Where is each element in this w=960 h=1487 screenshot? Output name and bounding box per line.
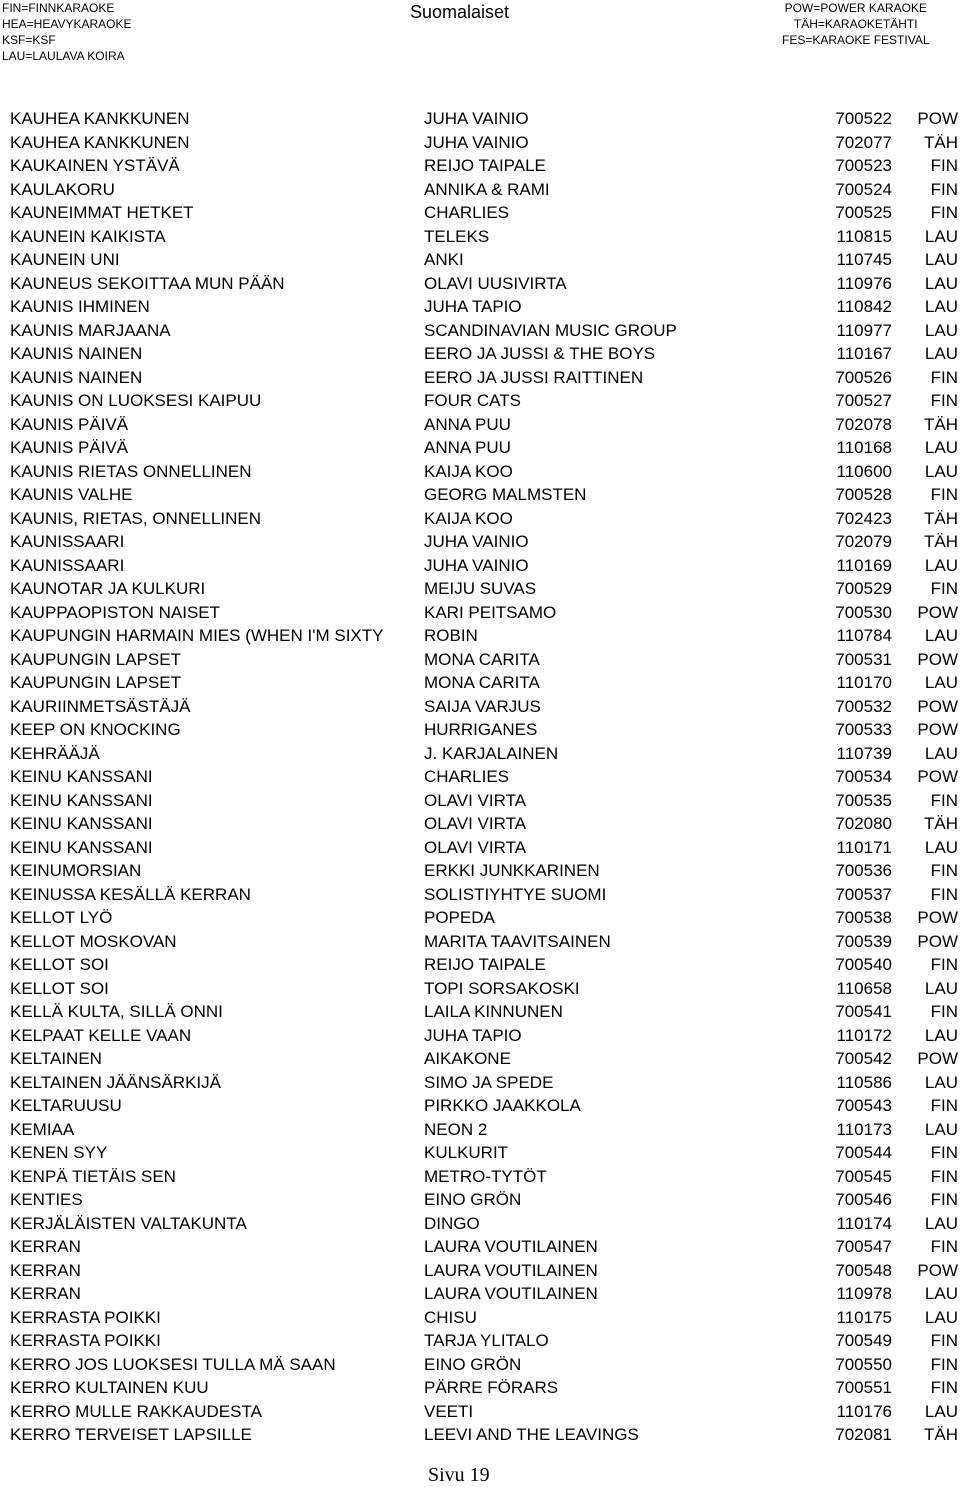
song-title: KAUNISSAARI [10,555,125,575]
song-artist: ANNA PUU [424,414,511,434]
song-artist: KULKURIT [424,1143,509,1162]
song-row [0,1165,960,1189]
song-row [0,107,960,131]
song-title: KAUHEA KANKKUNEN [10,132,190,152]
song-artist: KAIJA KOO [424,461,513,481]
song-code: 110169 [836,555,892,575]
song-code: 702423 [835,508,892,528]
song-code: 110784 [836,626,892,645]
song-artist: GEORG MALMSTEN [424,485,587,504]
song-artist: TELEKS [424,226,490,246]
song-type: LAU [924,344,958,363]
song-code: 700535 [835,790,892,810]
song-type: TÄH [924,1425,958,1444]
song-code: 110167 [836,344,892,363]
song-title: KAUNIS VALHE [10,485,133,504]
song-row [0,389,960,413]
song-code: 700527 [835,391,892,410]
song-artist: CHARLIES [424,203,510,222]
song-code: 700540 [835,955,892,974]
song-type: FIN [930,485,958,504]
song-title: KERJÄLÄISTEN VALTAKUNTA [10,1213,247,1233]
song-artist: LAILA KINNUNEN [424,1002,563,1021]
song-code: 702078 [835,414,892,434]
song-type: LAU [924,1307,958,1327]
song-title: KEINUSSA KESÄLLÄ KERRAN [10,884,251,904]
song-artist: JUHA TAPIO [424,1025,522,1045]
song-row [0,718,960,742]
song-code: 110658 [836,978,892,998]
song-code: 110173 [836,1119,892,1139]
song-artist: AIKAKONE [424,1049,511,1068]
song-row [0,248,960,272]
song-type: LAU [924,438,958,457]
song-type: POW [917,908,958,927]
song-row [0,1282,960,1306]
song-type: FIN [930,156,958,175]
song-row [0,530,960,554]
song-row [0,742,960,766]
song-title: KAUPUNGIN HARMAIN MIES (WHEN I'M SIXTY [10,626,384,645]
song-title: KAUNEIMMAT HETKET [10,203,194,222]
song-code: 110977 [836,320,892,340]
song-code: 700531 [835,649,892,669]
song-row [0,1235,960,1259]
song-type: POW [917,109,958,128]
song-code: 700541 [835,1002,892,1021]
song-row [0,953,960,977]
song-title: KAUPUNGIN LAPSET [10,649,181,669]
song-title: KAULAKORU [10,179,115,199]
song-code: 110172 [836,1025,892,1045]
song-artist: KARI PEITSAMO [424,602,557,622]
song-list [0,107,960,1447]
song-code: 700522 [835,109,892,128]
song-title: KEMIAA [10,1119,75,1139]
song-type: LAU [924,250,958,269]
song-row [0,1000,960,1024]
song-type: FIN [930,1237,958,1256]
song-artist: OLAVI VIRTA [424,790,527,810]
song-code: 700550 [835,1354,892,1374]
song-code: 702081 [835,1425,892,1444]
song-artist: METRO-TYTÖT [424,1166,547,1186]
song-type: LAU [924,673,958,692]
song-type: LAU [924,226,958,246]
song-artist: CHARLIES [424,767,510,786]
song-title: KERRO TERVEISET LAPSILLE [10,1425,252,1444]
song-type: LAU [924,978,958,998]
song-row [0,460,960,484]
song-code: 110168 [836,438,892,457]
song-row [0,930,960,954]
song-row [0,977,960,1001]
song-artist: ERKKI JUNKKARINEN [424,861,600,880]
song-artist: TARJA YLITALO [424,1331,549,1350]
song-code: 700528 [835,485,892,504]
song-artist: NEON 2 [424,1119,488,1139]
song-title: KEINUMORSIAN [10,861,142,880]
song-type: FIN [930,861,958,880]
song-row [0,366,960,390]
song-type: LAU [924,1119,958,1139]
song-artist: ROBIN [424,626,478,645]
song-title: KELLOT MOSKOVAN [10,931,177,951]
song-code: 700545 [835,1166,892,1186]
song-title: KERRASTA POIKKI [10,1307,161,1327]
song-row [0,1376,960,1400]
song-title: KAUNIS NAINEN [10,367,143,387]
song-type: FIN [930,1166,958,1186]
song-row [0,413,960,437]
song-code: 700539 [835,931,892,951]
legend-item: HEA=HEAVYKARAOKE [2,17,132,31]
song-type: FIN [930,790,958,810]
song-title: KERRAN [10,1284,81,1303]
song-title: KEINU KANSSANI [10,814,153,833]
legend-right [782,0,930,48]
song-type: LAU [924,1213,958,1233]
song-artist: EERO JA JUSSI & THE BOYS [424,344,656,363]
song-type: LAU [924,297,958,316]
song-artist: EINO GRÖN [424,1354,522,1374]
song-title: KAUNIS RIETAS ONNELLINEN [10,461,252,481]
song-title: KERRAN [10,1237,81,1256]
song-type: POW [917,696,958,716]
song-type: FIN [930,367,958,387]
song-code: 110176 [836,1401,892,1421]
song-title: KERRAN [10,1260,81,1280]
song-artist: MONA CARITA [424,673,540,692]
song-code: 700548 [835,1260,892,1280]
song-code: 700534 [835,767,892,786]
song-code: 700547 [835,1237,892,1256]
song-type: LAU [924,743,958,763]
song-artist: J. KARJALAINEN [424,743,559,763]
legend-item: KSF=KSF [2,33,56,47]
song-title: KELLÄ KULTA, SILLÄ ONNI [10,1002,223,1021]
page-number: Sivu 19 [428,1464,490,1486]
song-type: POW [917,931,958,951]
song-type: POW [917,649,958,669]
song-code: 110170 [836,673,892,692]
song-title: KENPÄ TIETÄIS SEN [10,1166,176,1186]
song-code: 700546 [835,1190,892,1209]
song-row [0,1071,960,1095]
song-row [0,1306,960,1330]
song-title: KAUNISSAARI [10,532,125,551]
song-type: FIN [930,1002,958,1021]
song-artist: SAIJA VARJUS [424,696,541,716]
song-type: FIN [930,1143,958,1162]
song-type: POW [917,602,958,622]
song-artist: EERO JA JUSSI RAITTINEN [424,367,644,387]
song-code: 702080 [835,814,892,833]
song-type: FIN [930,203,958,222]
song-row [0,789,960,813]
page-title: Suomalaiset [410,2,510,22]
song-title: KAUNEIN UNI [10,250,120,269]
song-row [0,1329,960,1353]
song-artist: CHISU [424,1307,477,1327]
song-row [0,765,960,789]
song-code: 700538 [835,908,892,927]
song-artist: FOUR CATS [424,391,521,410]
song-artist: MEIJU SUVAS [424,579,537,598]
song-code: 700551 [835,1378,892,1397]
song-row [0,1212,960,1236]
song-code: 110600 [836,461,892,481]
song-code: 700526 [835,367,892,387]
song-type: FIN [930,1378,958,1397]
song-code: 110978 [836,1284,892,1303]
song-type: POW [917,767,958,786]
song-title: KELLOT SOI [10,955,109,974]
song-type: LAU [924,1401,958,1421]
song-artist: SOLISTIYHTYE SUOMI [424,884,607,904]
song-artist: JUHA VAINIO [424,132,529,152]
legend-item: FIN=FINNKARAOKE [2,1,115,15]
song-row [0,906,960,930]
song-code: 110815 [836,226,892,246]
song-code: 700536 [835,861,892,880]
song-type: TÄH [924,532,958,551]
song-row [0,342,960,366]
page-header [0,0,960,62]
song-artist: SIMO JA SPEDE [424,1072,554,1092]
song-row [0,1353,960,1377]
song-title: KEEP ON KNOCKING [10,720,181,739]
song-code: 702079 [835,532,892,551]
song-row [0,319,960,343]
song-code: 700523 [835,156,892,175]
song-code: 110739 [836,743,892,763]
song-type: LAU [924,837,958,857]
song-title: KAUNEUS SEKOITTAA MUN PÄÄN [10,273,285,293]
song-title: KAUNOTAR JA KULKURI [10,579,206,598]
song-title: KERRO JOS LUOKSESI TULLA MÄ SAAN [10,1354,336,1374]
song-type: LAU [924,1072,958,1092]
song-title: KEHRÄÄJÄ [10,743,100,763]
song-code: 110976 [836,273,892,293]
song-code: 110842 [836,297,892,316]
song-type: FIN [930,1331,958,1350]
song-title: KAUHEA KANKKUNEN [10,109,190,128]
song-artist: PIRKKO JAAKKOLA [424,1096,581,1115]
song-type: TÄH [924,508,958,528]
song-artist: LEEVI AND THE LEAVINGS [424,1425,639,1444]
song-type: FIN [930,179,958,199]
song-artist: JUHA VAINIO [424,555,529,575]
song-code: 110175 [836,1307,892,1327]
song-row [0,1423,960,1447]
song-row [0,154,960,178]
song-type: TÄH [924,814,958,833]
song-artist: OLAVI VIRTA [424,814,527,833]
song-title: KAUPUNGIN LAPSET [10,673,181,692]
song-row [0,1188,960,1212]
song-code: 110171 [836,837,892,857]
song-title: KAUPPAOPISTON NAISET [10,602,221,622]
song-artist: REIJO TAIPALE [424,955,546,974]
song-row [0,695,960,719]
song-row [0,836,960,860]
song-title: KAUNIS ON LUOKSESI KAIPUU [10,391,262,410]
song-artist: ANNA PUU [424,438,511,457]
song-title: KELTAINEN [10,1049,102,1068]
song-type: LAU [924,626,958,645]
song-row [0,436,960,460]
song-row [0,1400,960,1424]
song-code: 700525 [835,203,892,222]
song-title: KAUKAINEN YSTÄVÄ [10,156,180,175]
legend-item: FES=KARAOKE FESTIVAL [782,33,930,47]
song-type: POW [917,1260,958,1280]
song-code: 110586 [836,1072,892,1092]
song-type: LAU [924,1284,958,1303]
song-type: TÄH [924,414,958,434]
song-code: 700532 [835,696,892,716]
song-row [0,1118,960,1142]
legend-left [2,0,132,64]
song-title: KAUNIS IHMINEN [10,297,150,316]
song-type: FIN [930,884,958,904]
song-row [0,554,960,578]
song-artist: OLAVI UUSIVIRTA [424,273,567,293]
song-title: KELTARUUSU [10,1096,122,1115]
song-title: KERRASTA POIKKI [10,1331,161,1350]
song-artist: EINO GRÖN [424,1190,522,1209]
song-artist: POPEDA [424,908,495,927]
song-code: 700543 [835,1096,892,1115]
song-artist: VEETI [424,1401,474,1421]
song-artist: JUHA TAPIO [424,297,522,316]
song-artist: HURRIGANES [424,720,538,739]
song-artist: MARITA TAAVITSAINEN [424,931,611,951]
song-title: KAUNIS PÄIVÄ [10,414,129,434]
song-title: KERRO MULLE RAKKAUDESTA [10,1401,262,1421]
song-row [0,201,960,225]
song-type: LAU [924,1025,958,1045]
song-type: FIN [930,579,958,598]
song-title: KELTAINEN JÄÄNSÄRKIJÄ [10,1072,221,1092]
song-artist: SCANDINAVIAN MUSIC GROUP [424,320,677,340]
legend-item: LAU=LAULAVA KOIRA [2,49,125,63]
song-row [0,812,960,836]
song-title: KELLOT LYÖ [10,908,113,927]
song-type: FIN [930,1354,958,1374]
song-type: LAU [924,461,958,481]
song-code: 700537 [835,884,892,904]
song-type: FIN [930,1096,958,1115]
song-artist: DINGO [424,1213,480,1233]
song-row [0,601,960,625]
song-row [0,225,960,249]
song-row [0,272,960,296]
song-artist: PÄRRE FÖRARS [424,1378,559,1397]
song-code: 702077 [835,132,892,152]
song-code: 700549 [835,1331,892,1350]
song-title: KAUNEIN KAIKISTA [10,226,166,246]
song-row [0,178,960,202]
song-code: 700544 [835,1143,892,1162]
song-row [0,577,960,601]
song-row [0,883,960,907]
song-title: KENTIES [10,1190,83,1209]
song-title: KAUNIS, RIETAS, ONNELLINEN [10,508,261,528]
song-artist: LAURA VOUTILAINEN [424,1260,598,1280]
song-title: KEINU KANSSANI [10,837,153,857]
song-code: 700524 [835,179,892,199]
song-title: KELPAAT KELLE VAAN [10,1025,192,1045]
song-type: FIN [930,955,958,974]
song-title: KERRO KULTAINEN KUU [10,1378,209,1397]
song-artist: TOPI SORSAKOSKI [424,978,580,998]
song-row [0,1094,960,1118]
song-row [0,1141,960,1165]
song-type: FIN [930,1190,958,1209]
song-type: TÄH [924,132,958,152]
song-artist: KAIJA KOO [424,508,513,528]
song-artist: LAURA VOUTILAINEN [424,1284,598,1303]
song-row [0,648,960,672]
song-type: POW [917,1049,958,1068]
legend-item: POW=POWER KARAOKE [784,1,927,15]
song-row [0,507,960,531]
song-code: 700533 [835,720,892,739]
song-title: KAUNIS PÄIVÄ [10,438,129,457]
song-artist: ANNIKA & RAMI [424,179,550,199]
song-row [0,624,960,648]
song-artist: JUHA VAINIO [424,532,529,551]
song-type: POW [917,720,958,739]
song-title: KEINU KANSSANI [10,790,153,810]
song-type: LAU [924,555,958,575]
song-code: 700542 [835,1049,892,1068]
song-row [0,1047,960,1071]
song-artist: MONA CARITA [424,649,540,669]
song-row [0,671,960,695]
song-artist: OLAVI VIRTA [424,837,527,857]
song-row [0,295,960,319]
song-artist: LAURA VOUTILAINEN [424,1237,598,1256]
song-code: 700529 [835,579,892,598]
song-row [0,483,960,507]
song-title: KEINU KANSSANI [10,767,153,786]
song-artist: REIJO TAIPALE [424,156,546,175]
song-code: 110174 [836,1213,892,1233]
song-title: KELLOT SOI [10,978,109,998]
legend-item: TÄH=KARAOKETÄHTI [793,17,918,31]
song-type: FIN [930,391,958,410]
song-title: KAUNIS MARJAANA [10,320,171,340]
song-title: KAUNIS NAINEN [10,344,143,363]
song-row [0,1024,960,1048]
song-code: 700530 [835,602,892,622]
song-artist: JUHA VAINIO [424,109,529,128]
song-type: LAU [924,273,958,293]
song-type: LAU [924,320,958,340]
song-row [0,1259,960,1283]
song-title: KENEN SYY [10,1143,108,1162]
song-artist: ANKI [424,250,464,269]
song-row [0,131,960,155]
song-row [0,859,960,883]
song-title: KAURIINMETSÄSTÄJÄ [10,696,191,716]
song-code: 110745 [836,250,892,269]
